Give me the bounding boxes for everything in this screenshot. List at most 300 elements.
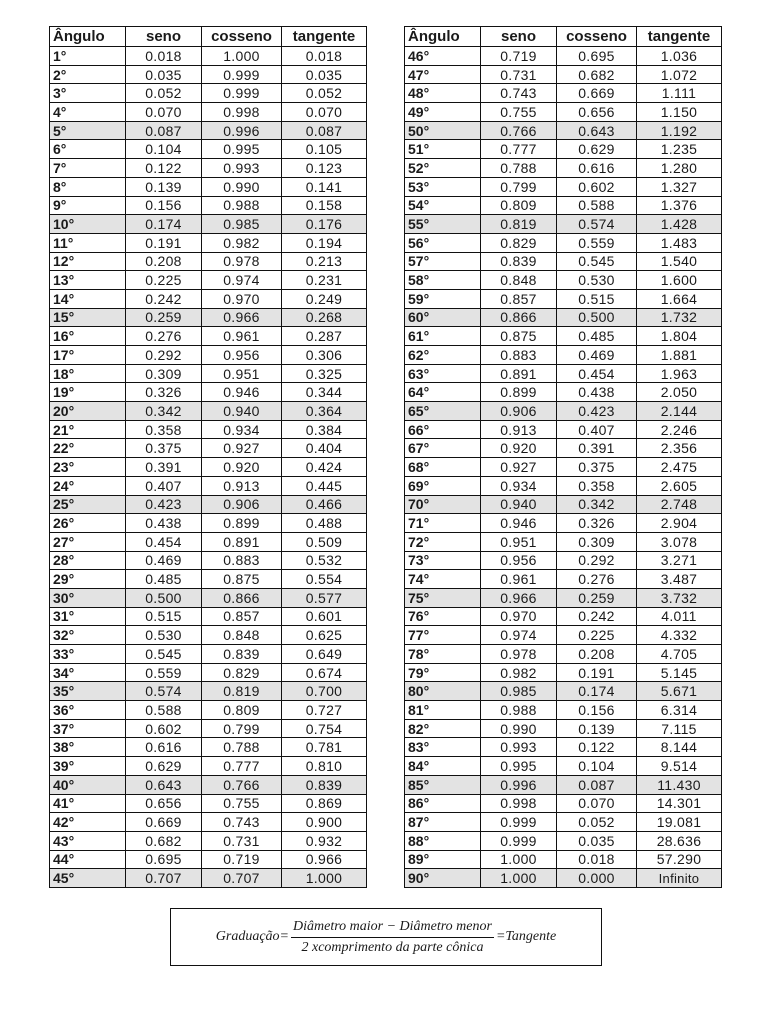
sin-cell: 0.755 <box>481 103 557 122</box>
tan-cell: 0.869 <box>282 794 367 813</box>
angle-cell: 42° <box>50 813 126 832</box>
angle-cell: 63° <box>405 364 481 383</box>
cos-cell: 0.934 <box>202 420 282 439</box>
sin-cell: 0.208 <box>126 252 202 271</box>
cos-cell: 0.913 <box>202 476 282 495</box>
angle-cell: 74° <box>405 570 481 589</box>
table-row <box>405 103 722 122</box>
tan-cell: 0.306 <box>282 346 367 365</box>
sin-cell: 0.391 <box>126 458 202 477</box>
tan-cell: 4.332 <box>637 626 722 645</box>
cos-cell: 0.225 <box>557 626 637 645</box>
sin-cell: 0.998 <box>481 794 557 813</box>
tan-cell: 0.577 <box>282 588 367 607</box>
angle-cell: 90° <box>405 869 481 888</box>
sin-cell: 0.731 <box>481 65 557 84</box>
table-row <box>405 458 722 477</box>
angle-cell: 7° <box>50 159 126 178</box>
table-row <box>50 458 367 477</box>
table-row <box>50 588 367 607</box>
angle-cell: 36° <box>50 701 126 720</box>
tan-cell: 5.671 <box>637 682 722 701</box>
cos-cell: 0.974 <box>202 271 282 290</box>
table-row <box>405 65 722 84</box>
tan-cell: 1.150 <box>637 103 722 122</box>
cos-cell: 0.990 <box>202 177 282 196</box>
tan-cell: 0.249 <box>282 289 367 308</box>
sin-cell: 0.993 <box>481 738 557 757</box>
table-row <box>50 869 367 888</box>
cos-cell: 0.342 <box>557 495 637 514</box>
angle-cell: 78° <box>405 645 481 664</box>
sin-cell: 0.940 <box>481 495 557 514</box>
angle-cell: 46° <box>405 47 481 66</box>
sin-cell: 0.839 <box>481 252 557 271</box>
tan-cell: 1.111 <box>637 84 722 103</box>
angle-cell: 29° <box>50 570 126 589</box>
sin-cell: 0.407 <box>126 476 202 495</box>
sin-cell: 0.545 <box>126 645 202 664</box>
tan-cell: 6.314 <box>637 701 722 720</box>
table-row <box>405 831 722 850</box>
sin-cell: 0.574 <box>126 682 202 701</box>
table-row <box>405 289 722 308</box>
angle-cell: 28° <box>50 551 126 570</box>
sin-cell: 0.866 <box>481 308 557 327</box>
cos-cell: 0.391 <box>557 439 637 458</box>
cos-cell: 0.695 <box>557 47 637 66</box>
tan-cell: 7.115 <box>637 719 722 738</box>
tan-cell: 1.036 <box>637 47 722 66</box>
angle-cell: 22° <box>50 439 126 458</box>
cos-cell: 0.995 <box>202 140 282 159</box>
header-cos: cosseno <box>202 27 282 47</box>
angle-cell: 45° <box>50 869 126 888</box>
angle-cell: 37° <box>50 719 126 738</box>
tan-cell: 0.404 <box>282 439 367 458</box>
sin-cell: 0.777 <box>481 140 557 159</box>
tan-cell: 0.231 <box>282 271 367 290</box>
angle-cell: 43° <box>50 831 126 850</box>
table-row <box>50 794 367 813</box>
table-row <box>50 738 367 757</box>
sin-cell: 0.995 <box>481 757 557 776</box>
table-row <box>50 532 367 551</box>
angle-cell: 67° <box>405 439 481 458</box>
sin-cell: 0.990 <box>481 719 557 738</box>
tan-cell: 1.600 <box>637 271 722 290</box>
angle-cell: 69° <box>405 476 481 495</box>
angle-cell: 59° <box>405 289 481 308</box>
tan-cell: 57.290 <box>637 850 722 869</box>
table-row <box>405 476 722 495</box>
table-row <box>50 607 367 626</box>
cos-cell: 0.875 <box>202 570 282 589</box>
tan-cell: 0.966 <box>282 850 367 869</box>
cos-cell: 0.891 <box>202 532 282 551</box>
angle-cell: 86° <box>405 794 481 813</box>
tan-cell: 0.674 <box>282 663 367 682</box>
tan-cell: 2.246 <box>637 420 722 439</box>
table-row <box>405 308 722 327</box>
table-row <box>405 607 722 626</box>
cos-cell: 0.018 <box>557 850 637 869</box>
cos-cell: 0.500 <box>557 308 637 327</box>
table-row <box>50 682 367 701</box>
table-row <box>50 514 367 533</box>
tan-cell: 2.050 <box>637 383 722 402</box>
table-row <box>405 813 722 832</box>
table-row <box>50 308 367 327</box>
angle-cell: 57° <box>405 252 481 271</box>
table-row <box>405 532 722 551</box>
cos-cell: 0.777 <box>202 757 282 776</box>
angle-cell: 54° <box>405 196 481 215</box>
cos-cell: 0.857 <box>202 607 282 626</box>
sin-cell: 0.978 <box>481 645 557 664</box>
table-row <box>405 551 722 570</box>
table-row <box>50 570 367 589</box>
table-row <box>405 626 722 645</box>
cos-cell: 0.978 <box>202 252 282 271</box>
tan-cell: 0.176 <box>282 215 367 234</box>
cos-cell: 0.485 <box>557 327 637 346</box>
angle-cell: 14° <box>50 289 126 308</box>
sin-cell: 0.819 <box>481 215 557 234</box>
cos-cell: 0.731 <box>202 831 282 850</box>
angle-cell: 52° <box>405 159 481 178</box>
angle-cell: 88° <box>405 831 481 850</box>
table-row <box>405 757 722 776</box>
tan-cell: 1.327 <box>637 177 722 196</box>
sin-cell: 0.438 <box>126 514 202 533</box>
cos-cell: 0.191 <box>557 663 637 682</box>
table-row <box>405 439 722 458</box>
cos-cell: 0.961 <box>202 327 282 346</box>
tan-cell: 1.428 <box>637 215 722 234</box>
tan-cell: 1.664 <box>637 289 722 308</box>
table-row <box>50 476 367 495</box>
angle-cell: 10° <box>50 215 126 234</box>
sin-cell: 0.899 <box>481 383 557 402</box>
sin-cell: 0.788 <box>481 159 557 178</box>
table-row <box>405 121 722 140</box>
sin-cell: 0.104 <box>126 140 202 159</box>
tan-cell: 9.514 <box>637 757 722 776</box>
tan-cell: 19.081 <box>637 813 722 832</box>
formula-numerator: Diâmetro maior − Diâmetro menor <box>291 919 494 938</box>
table-row <box>50 719 367 738</box>
cos-cell: 0.946 <box>202 383 282 402</box>
tan-cell: 1.072 <box>637 65 722 84</box>
header-angle: Ângulo <box>405 27 481 47</box>
angle-cell: 16° <box>50 327 126 346</box>
angle-cell: 81° <box>405 701 481 720</box>
tan-cell: 2.748 <box>637 495 722 514</box>
tan-cell: 0.781 <box>282 738 367 757</box>
sin-cell: 0.358 <box>126 420 202 439</box>
sin-cell: 1.000 <box>481 850 557 869</box>
table-row <box>50 402 367 421</box>
angle-cell: 77° <box>405 626 481 645</box>
sin-cell: 0.018 <box>126 47 202 66</box>
sin-cell: 0.643 <box>126 775 202 794</box>
cos-cell: 0.848 <box>202 626 282 645</box>
angle-cell: 50° <box>405 121 481 140</box>
angle-cell: 68° <box>405 458 481 477</box>
angle-cell: 82° <box>405 719 481 738</box>
sin-cell: 0.191 <box>126 233 202 252</box>
sin-cell: 0.682 <box>126 831 202 850</box>
sin-cell: 0.326 <box>126 383 202 402</box>
sin-cell: 0.559 <box>126 663 202 682</box>
cos-cell: 0.602 <box>557 177 637 196</box>
sin-cell: 0.719 <box>481 47 557 66</box>
header-cos: cosseno <box>557 27 637 47</box>
sin-cell: 0.454 <box>126 532 202 551</box>
table-row <box>50 252 367 271</box>
sin-cell: 0.996 <box>481 775 557 794</box>
sin-cell: 0.629 <box>126 757 202 776</box>
table-row <box>405 701 722 720</box>
table-row <box>405 364 722 383</box>
cos-cell: 0.966 <box>202 308 282 327</box>
angle-cell: 47° <box>405 65 481 84</box>
table-row <box>405 588 722 607</box>
angle-cell: 75° <box>405 588 481 607</box>
tan-cell: 1.192 <box>637 121 722 140</box>
cos-cell: 0.259 <box>557 588 637 607</box>
table-row <box>405 420 722 439</box>
table-row <box>50 196 367 215</box>
header-row <box>405 27 722 47</box>
cos-cell: 0.052 <box>557 813 637 832</box>
sin-cell: 0.375 <box>126 439 202 458</box>
cos-cell: 0.454 <box>557 364 637 383</box>
tan-cell: 0.344 <box>282 383 367 402</box>
angle-cell: 61° <box>405 327 481 346</box>
cos-cell: 0.988 <box>202 196 282 215</box>
table-row <box>405 159 722 178</box>
tan-cell: 0.900 <box>282 813 367 832</box>
tan-cell: 3.732 <box>637 588 722 607</box>
table-row <box>50 159 367 178</box>
table-row <box>50 47 367 66</box>
cos-cell: 0.743 <box>202 813 282 832</box>
angle-cell: 41° <box>50 794 126 813</box>
cos-cell: 0.682 <box>557 65 637 84</box>
header-sin: seno <box>126 27 202 47</box>
cos-cell: 0.643 <box>557 121 637 140</box>
table-row <box>405 271 722 290</box>
angle-cell: 71° <box>405 514 481 533</box>
formula-box <box>170 908 602 966</box>
angle-cell: 34° <box>50 663 126 682</box>
table-row <box>50 645 367 664</box>
tan-cell: 0.141 <box>282 177 367 196</box>
tan-cell: 0.445 <box>282 476 367 495</box>
table-row <box>50 327 367 346</box>
cos-cell: 0.139 <box>557 719 637 738</box>
angle-cell: 24° <box>50 476 126 495</box>
tan-cell: 0.554 <box>282 570 367 589</box>
table-row <box>405 719 722 738</box>
angle-cell: 25° <box>50 495 126 514</box>
tan-cell: 0.018 <box>282 47 367 66</box>
table-row <box>50 439 367 458</box>
angle-cell: 48° <box>405 84 481 103</box>
tan-cell: 3.078 <box>637 532 722 551</box>
angle-cell: 15° <box>50 308 126 327</box>
tan-cell: 0.649 <box>282 645 367 664</box>
angle-cell: 35° <box>50 682 126 701</box>
table-row <box>405 775 722 794</box>
tan-cell: 3.271 <box>637 551 722 570</box>
tan-cell: 0.364 <box>282 402 367 421</box>
sin-cell: 0.035 <box>126 65 202 84</box>
sin-cell: 0.799 <box>481 177 557 196</box>
cos-cell: 0.087 <box>557 775 637 794</box>
table-row <box>50 775 367 794</box>
cos-cell: 0.669 <box>557 84 637 103</box>
trig-table-right <box>404 26 722 888</box>
cos-cell: 0.788 <box>202 738 282 757</box>
sin-cell: 0.695 <box>126 850 202 869</box>
table-row <box>50 346 367 365</box>
angle-cell: 5° <box>50 121 126 140</box>
formula-rhs: =Tangente <box>495 929 557 944</box>
cos-cell: 0.276 <box>557 570 637 589</box>
cos-cell: 0.515 <box>557 289 637 308</box>
table-row <box>50 383 367 402</box>
formula-denominator: 2 xcomprimento da parte cônica <box>301 939 484 955</box>
sin-cell: 0.602 <box>126 719 202 738</box>
cos-cell: 0.070 <box>557 794 637 813</box>
tan-cell: 1.804 <box>637 327 722 346</box>
tan-cell: 1.483 <box>637 233 722 252</box>
tan-cell: 2.144 <box>637 402 722 421</box>
cos-cell: 0.423 <box>557 402 637 421</box>
cos-cell: 1.000 <box>202 47 282 66</box>
cos-cell: 0.545 <box>557 252 637 271</box>
table-row <box>405 645 722 664</box>
angle-cell: 55° <box>405 215 481 234</box>
header-angle: Ângulo <box>50 27 126 47</box>
table-row <box>405 383 722 402</box>
angle-cell: 3° <box>50 84 126 103</box>
cos-cell: 0.629 <box>557 140 637 159</box>
cos-cell: 0.309 <box>557 532 637 551</box>
angle-cell: 1° <box>50 47 126 66</box>
angle-cell: 39° <box>50 757 126 776</box>
sin-cell: 0.934 <box>481 476 557 495</box>
angle-cell: 44° <box>50 850 126 869</box>
sin-cell: 0.515 <box>126 607 202 626</box>
sin-cell: 0.891 <box>481 364 557 383</box>
sin-cell: 0.974 <box>481 626 557 645</box>
sin-cell: 0.913 <box>481 420 557 439</box>
angle-cell: 18° <box>50 364 126 383</box>
cos-cell: 0.588 <box>557 196 637 215</box>
cos-cell: 0.035 <box>557 831 637 850</box>
angle-cell: 9° <box>50 196 126 215</box>
cos-cell: 0.122 <box>557 738 637 757</box>
table-row <box>405 47 722 66</box>
header-tan: tangente <box>282 27 367 47</box>
angle-cell: 33° <box>50 645 126 664</box>
cos-cell: 0.799 <box>202 719 282 738</box>
cos-cell: 0.719 <box>202 850 282 869</box>
angle-cell: 6° <box>50 140 126 159</box>
tan-cell: 0.384 <box>282 420 367 439</box>
tan-cell: 2.475 <box>637 458 722 477</box>
cos-cell: 0.358 <box>557 476 637 495</box>
sin-cell: 0.139 <box>126 177 202 196</box>
table-row <box>405 346 722 365</box>
sin-cell: 0.766 <box>481 121 557 140</box>
tan-cell: 8.144 <box>637 738 722 757</box>
tan-cell: 0.932 <box>282 831 367 850</box>
sin-cell: 0.829 <box>481 233 557 252</box>
tan-cell: 4.011 <box>637 607 722 626</box>
sin-cell: 0.951 <box>481 532 557 551</box>
table-row <box>405 738 722 757</box>
angle-cell: 83° <box>405 738 481 757</box>
angle-cell: 65° <box>405 402 481 421</box>
angle-cell: 51° <box>405 140 481 159</box>
angle-cell: 80° <box>405 682 481 701</box>
angle-cell: 87° <box>405 813 481 832</box>
angle-cell: 30° <box>50 588 126 607</box>
tan-cell: 1.376 <box>637 196 722 215</box>
table-row <box>50 177 367 196</box>
sin-cell: 0.707 <box>126 869 202 888</box>
sin-cell: 0.292 <box>126 346 202 365</box>
angle-cell: 49° <box>405 103 481 122</box>
angle-cell: 72° <box>405 532 481 551</box>
tan-cell: 1.280 <box>637 159 722 178</box>
cos-cell: 0.993 <box>202 159 282 178</box>
sin-cell: 0.988 <box>481 701 557 720</box>
tan-cell: 5.145 <box>637 663 722 682</box>
cos-cell: 0.174 <box>557 682 637 701</box>
angle-cell: 62° <box>405 346 481 365</box>
tan-cell: 0.087 <box>282 121 367 140</box>
angle-cell: 8° <box>50 177 126 196</box>
angle-cell: 73° <box>405 551 481 570</box>
cos-cell: 0.970 <box>202 289 282 308</box>
cos-cell: 0.707 <box>202 869 282 888</box>
sin-cell: 0.956 <box>481 551 557 570</box>
sin-cell: 0.500 <box>126 588 202 607</box>
sin-cell: 0.070 <box>126 103 202 122</box>
sin-cell: 0.809 <box>481 196 557 215</box>
sin-cell: 0.906 <box>481 402 557 421</box>
sin-cell: 0.423 <box>126 495 202 514</box>
cos-cell: 0.956 <box>202 346 282 365</box>
table-row <box>405 140 722 159</box>
cos-cell: 0.326 <box>557 514 637 533</box>
tan-cell: 4.705 <box>637 645 722 664</box>
angle-cell: 17° <box>50 346 126 365</box>
table-row <box>50 84 367 103</box>
header-row <box>50 27 367 47</box>
tan-cell: 0.194 <box>282 233 367 252</box>
cos-cell: 0.899 <box>202 514 282 533</box>
cos-cell: 0.766 <box>202 775 282 794</box>
table-row <box>405 850 722 869</box>
cos-cell: 0.208 <box>557 645 637 664</box>
